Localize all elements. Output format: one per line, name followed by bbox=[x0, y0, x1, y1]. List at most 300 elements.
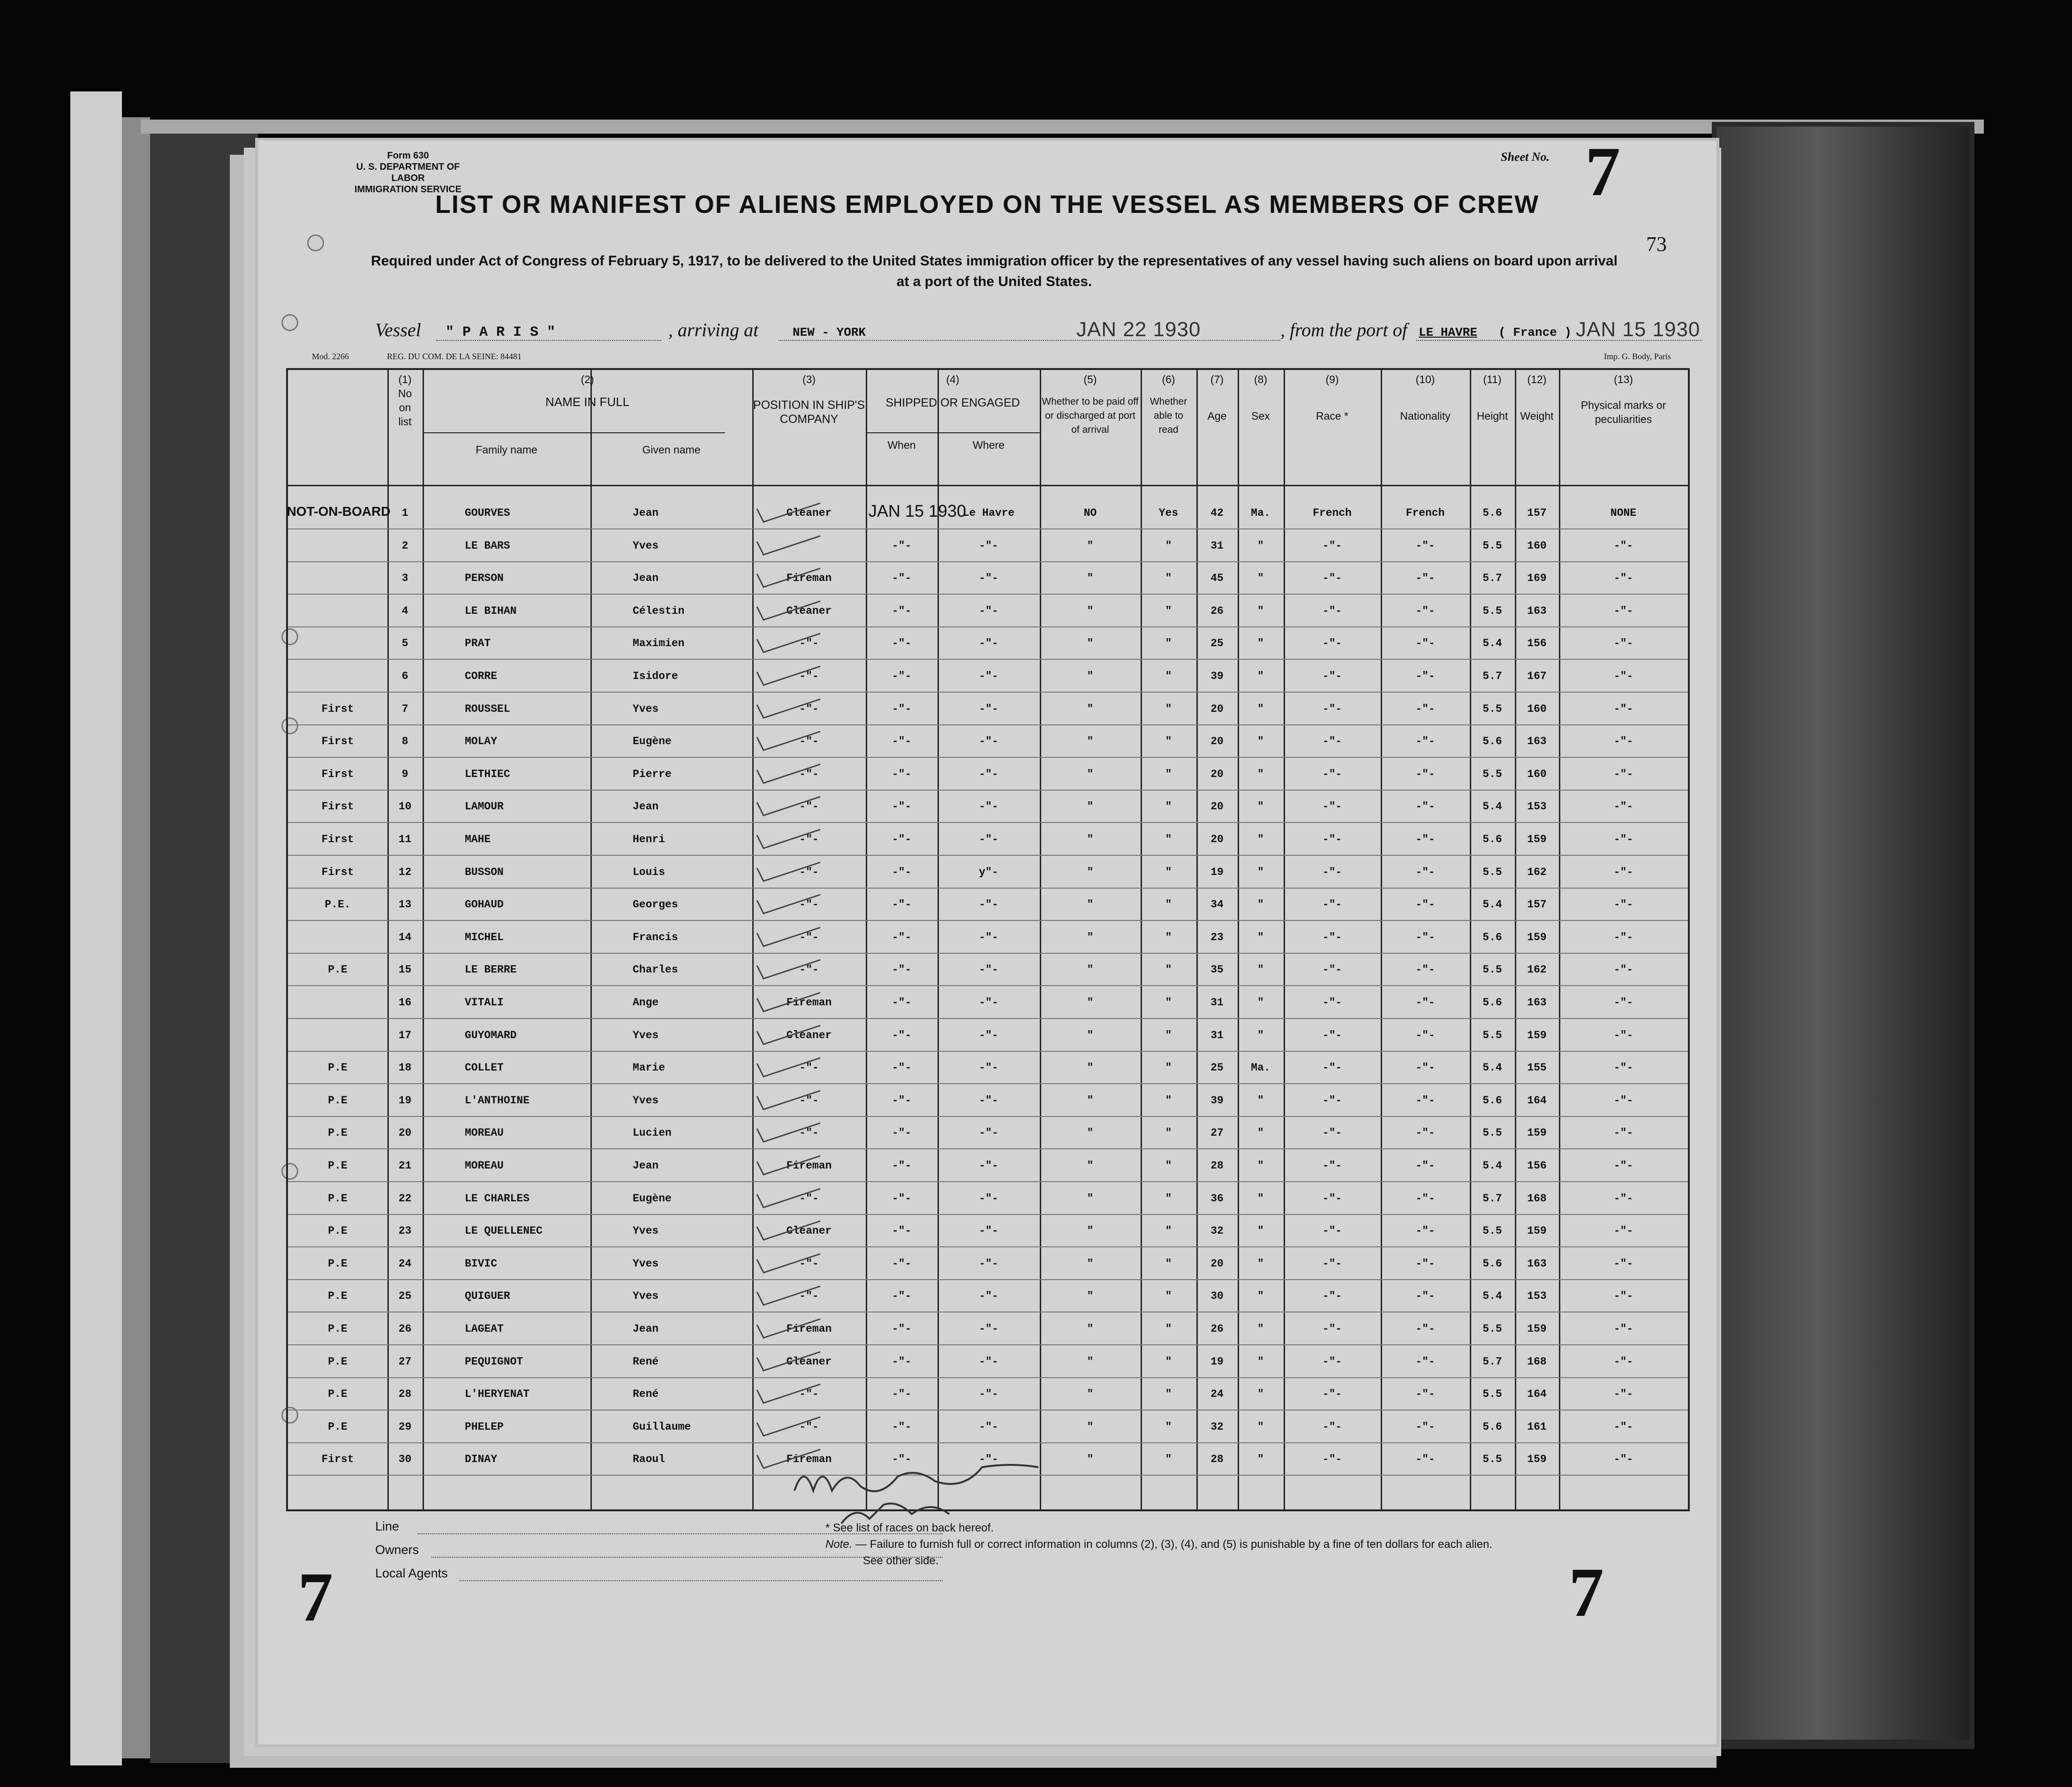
row-given-name: Charles bbox=[633, 964, 678, 976]
row-weight: 159 bbox=[1527, 1127, 1547, 1139]
row-race: -"- bbox=[1322, 964, 1342, 976]
row-given-name: Pierre bbox=[633, 768, 672, 780]
row-age: 36 bbox=[1210, 1192, 1224, 1205]
row-nationality: -"- bbox=[1415, 735, 1435, 748]
row-race: -"- bbox=[1322, 931, 1342, 943]
row-shipped-when: -"- bbox=[892, 1420, 912, 1433]
row-height: 5.4 bbox=[1482, 1290, 1502, 1303]
row-nationality: -"- bbox=[1415, 833, 1435, 845]
row-paid-off: " bbox=[1087, 1029, 1094, 1041]
row-given-name: Yves bbox=[633, 1029, 659, 1041]
row-position: Fireman bbox=[786, 996, 832, 1009]
row-shipped-where: y"- bbox=[979, 866, 998, 878]
row-family-name: GUYOMARD bbox=[465, 1029, 517, 1041]
row-shipped-where: -"- bbox=[979, 1257, 998, 1270]
row-race: -"- bbox=[1322, 1420, 1342, 1433]
departure-date-stamp: JAN 15 1930 bbox=[1576, 318, 1701, 341]
table-row bbox=[288, 921, 1688, 953]
row-nationality: -"- bbox=[1415, 539, 1435, 552]
row-sex: " bbox=[1257, 1192, 1264, 1205]
row-sex: " bbox=[1257, 866, 1264, 878]
row-physical-marks: -"- bbox=[1613, 898, 1633, 911]
row-physical-marks: -"- bbox=[1613, 1420, 1633, 1433]
row-weight: 164 bbox=[1527, 1094, 1547, 1107]
row-shipped-where: -"- bbox=[979, 1323, 998, 1335]
check-mark-icon bbox=[752, 1349, 823, 1372]
agents-fill-line bbox=[460, 1580, 943, 1581]
see-other-side: See other side. bbox=[863, 1554, 939, 1567]
row-able-to-read: " bbox=[1165, 1062, 1172, 1074]
table-row bbox=[288, 1312, 1688, 1345]
col-header-nationality bbox=[1381, 372, 1470, 423]
row-weight: 162 bbox=[1527, 964, 1547, 976]
row-nationality: -"- bbox=[1415, 1127, 1435, 1139]
row-weight: 159 bbox=[1527, 1323, 1547, 1335]
note-text: — Failure to furnish full or correct information in columns (2), (3), (4), and (5) is punishable by a fine of ten dollars for each alien. bbox=[855, 1538, 1492, 1551]
row-able-to-read: " bbox=[1165, 1388, 1172, 1401]
row-number: 14 bbox=[398, 931, 412, 943]
row-note: P.E bbox=[328, 964, 348, 976]
legal-requirement-text: Required under Act of Congress of February 5, 1917, to be delivered to the United States immigration officer by the representatives of any vessel having such aliens on board upon arrival at a port of the United States. bbox=[371, 253, 1618, 289]
row-number: 2 bbox=[401, 539, 408, 552]
row-physical-marks: -"- bbox=[1613, 735, 1633, 748]
row-nationality: -"- bbox=[1415, 931, 1435, 943]
row-family-name: LE BERRE bbox=[465, 964, 517, 976]
row-nationality: -"- bbox=[1415, 1257, 1435, 1270]
row-age: 42 bbox=[1210, 507, 1224, 519]
row-shipped-where: -"- bbox=[979, 1453, 998, 1466]
row-race: -"- bbox=[1322, 768, 1342, 780]
vessel-fill-line bbox=[436, 340, 661, 341]
col-label: No on list bbox=[398, 387, 412, 428]
row-sex: " bbox=[1257, 1029, 1264, 1041]
registry-number: REG. DU COM. DE LA SEINE: 84481 bbox=[387, 352, 522, 361]
row-sex: " bbox=[1257, 1127, 1264, 1139]
form-number: Form 630 bbox=[387, 151, 429, 161]
row-note: P.E. bbox=[325, 898, 351, 911]
row-able-to-read: " bbox=[1165, 931, 1172, 943]
col-num: (9) bbox=[1325, 373, 1339, 385]
row-given-name: Célestin bbox=[633, 604, 685, 617]
check-mark-icon bbox=[752, 1381, 823, 1405]
row-sex: " bbox=[1257, 539, 1264, 552]
row-height: 5.6 bbox=[1482, 1420, 1502, 1433]
col-label: SHIPPED OR ENGAGED bbox=[885, 396, 1020, 409]
row-physical-marks: NONE bbox=[1610, 507, 1637, 519]
row-paid-off: " bbox=[1087, 768, 1094, 780]
row-nationality: -"- bbox=[1415, 1388, 1435, 1401]
col-num: (8) bbox=[1254, 373, 1268, 385]
row-weight: 157 bbox=[1527, 898, 1547, 911]
row-family-name: MOREAU bbox=[465, 1160, 504, 1172]
row-height: 5.5 bbox=[1482, 604, 1502, 617]
row-able-to-read: " bbox=[1165, 1257, 1172, 1270]
row-shipped-when: -"- bbox=[892, 670, 912, 682]
row-family-name: L'HERYENAT bbox=[465, 1388, 530, 1401]
row-nationality: -"- bbox=[1415, 1420, 1435, 1433]
row-shipped-where: -"- bbox=[979, 637, 998, 650]
row-paid-off: " bbox=[1087, 1290, 1094, 1303]
row-able-to-read: " bbox=[1165, 670, 1172, 682]
col-header-name bbox=[423, 372, 752, 409]
row-physical-marks: -"- bbox=[1613, 1127, 1633, 1139]
row-physical-marks: -"- bbox=[1613, 539, 1633, 552]
row-physical-marks: -"- bbox=[1613, 702, 1633, 715]
row-physical-marks: -"- bbox=[1613, 1453, 1633, 1466]
corner-sheet-number-left: 7 bbox=[298, 1558, 333, 1636]
row-age: 20 bbox=[1210, 833, 1224, 845]
row-shipped-where: -"- bbox=[979, 1225, 998, 1237]
check-mark-icon bbox=[752, 566, 823, 589]
check-mark-icon bbox=[752, 1186, 823, 1209]
row-family-name: CORRE bbox=[465, 670, 498, 682]
row-shipped-where: -"- bbox=[979, 1127, 998, 1139]
row-shipped-where: -"- bbox=[979, 572, 998, 585]
row-given-name: Guillaume bbox=[633, 1420, 691, 1433]
row-able-to-read: " bbox=[1165, 1225, 1172, 1237]
row-note: First bbox=[321, 702, 354, 715]
row-weight: 163 bbox=[1527, 1257, 1547, 1270]
row-family-name: MAHE bbox=[465, 833, 491, 845]
check-mark-icon bbox=[752, 827, 823, 850]
row-height: 5.7 bbox=[1482, 572, 1502, 585]
check-mark-icon bbox=[752, 729, 823, 752]
row-paid-off: NO bbox=[1083, 507, 1097, 519]
row-nationality: -"- bbox=[1415, 800, 1435, 813]
row-age: 39 bbox=[1210, 1094, 1224, 1107]
check-mark-icon bbox=[752, 1055, 823, 1078]
col-label: Physical marks or peculiarities bbox=[1580, 399, 1666, 425]
row-number: 8 bbox=[401, 735, 408, 748]
col-header-where: Where bbox=[973, 439, 1005, 451]
row-given-name: Henri bbox=[633, 833, 665, 845]
row-family-name: LAGEAT bbox=[465, 1323, 504, 1335]
row-family-name: PHELEP bbox=[465, 1420, 504, 1433]
row-able-to-read: " bbox=[1165, 800, 1172, 813]
row-able-to-read: " bbox=[1165, 1192, 1172, 1205]
row-height: 5.5 bbox=[1482, 1388, 1502, 1401]
row-note: First bbox=[321, 768, 354, 780]
row-age: 30 bbox=[1210, 1290, 1224, 1303]
row-number: 10 bbox=[398, 800, 412, 813]
row-age: 26 bbox=[1210, 604, 1224, 617]
row-nationality: -"- bbox=[1415, 996, 1435, 1009]
row-height: 5.6 bbox=[1482, 833, 1502, 845]
row-age: 19 bbox=[1210, 866, 1224, 878]
row-race: -"- bbox=[1322, 670, 1342, 682]
row-shipped-where: -"- bbox=[979, 996, 998, 1009]
col-header-family-name: Family name bbox=[476, 444, 537, 456]
table-row bbox=[288, 1214, 1688, 1247]
row-position: Fireman bbox=[786, 572, 832, 585]
service-name: IMMIGRATION SERVICE bbox=[354, 184, 462, 195]
row-family-name: DINAY bbox=[465, 1453, 498, 1466]
row-sex: " bbox=[1257, 996, 1264, 1009]
row-race: -"- bbox=[1322, 1290, 1342, 1303]
row-race: -"- bbox=[1322, 800, 1342, 813]
table-row bbox=[288, 1345, 1688, 1378]
table-row bbox=[288, 1149, 1688, 1182]
row-family-name: ROUSSEL bbox=[465, 702, 510, 715]
row-height: 5.6 bbox=[1482, 735, 1502, 748]
col-header-race bbox=[1284, 372, 1381, 423]
line-label: Line bbox=[375, 1519, 400, 1533]
row-nationality: -"- bbox=[1415, 1094, 1435, 1107]
row-sex: " bbox=[1257, 1257, 1264, 1270]
row-number: 23 bbox=[398, 1225, 412, 1237]
check-mark-icon bbox=[752, 664, 823, 687]
row-weight: 163 bbox=[1527, 604, 1547, 617]
col-header-when: When bbox=[887, 439, 916, 451]
row-height: 5.4 bbox=[1482, 1160, 1502, 1172]
check-mark-icon bbox=[752, 794, 823, 817]
row-physical-marks: -"- bbox=[1613, 1192, 1633, 1205]
row-family-name: VITALI bbox=[465, 996, 504, 1009]
row-paid-off: " bbox=[1087, 996, 1094, 1009]
row-able-to-read: " bbox=[1165, 1420, 1172, 1433]
row-nationality: French bbox=[1406, 507, 1445, 519]
table-row bbox=[288, 595, 1688, 627]
row-age: 20 bbox=[1210, 702, 1224, 715]
arrival-date-stamp: JAN 22 1930 bbox=[1076, 318, 1201, 341]
row-paid-off: " bbox=[1087, 539, 1094, 552]
row-race: -"- bbox=[1322, 1192, 1342, 1205]
row-paid-off: " bbox=[1087, 1225, 1094, 1237]
row-number: 24 bbox=[398, 1257, 412, 1270]
check-mark-icon bbox=[752, 860, 823, 883]
vessel-name: " P A R I S " bbox=[446, 324, 556, 340]
row-position: -"- bbox=[799, 702, 819, 715]
row-given-name: Eugène bbox=[633, 1192, 672, 1205]
row-able-to-read: " bbox=[1165, 1323, 1172, 1335]
row-weight: 153 bbox=[1527, 800, 1547, 813]
row-age: 20 bbox=[1210, 1257, 1224, 1270]
check-mark-icon bbox=[752, 631, 823, 654]
col-label: Whether able to read bbox=[1149, 396, 1187, 435]
row-shipped-where: -"- bbox=[979, 898, 998, 911]
row-shipped-where: -"- bbox=[979, 1029, 998, 1041]
row-weight: 163 bbox=[1527, 735, 1547, 748]
row-weight: 164 bbox=[1527, 1388, 1547, 1401]
row-able-to-read: " bbox=[1165, 898, 1172, 911]
row-weight: 162 bbox=[1527, 866, 1547, 878]
row-age: 26 bbox=[1210, 1323, 1224, 1335]
arrival-port: NEW - YORK bbox=[793, 325, 866, 339]
arriving-label: , arriving at bbox=[668, 319, 759, 340]
row-height: 5.5 bbox=[1482, 1323, 1502, 1335]
row-family-name: LE QUELLENEC bbox=[465, 1225, 543, 1237]
row-number: 16 bbox=[398, 996, 412, 1009]
col-num: (3) bbox=[802, 373, 816, 385]
row-paid-off: " bbox=[1087, 964, 1094, 976]
row-nationality: -"- bbox=[1415, 1225, 1435, 1237]
row-shipped-where: -"- bbox=[979, 1388, 998, 1401]
crew-manifest-table bbox=[286, 368, 1690, 1511]
row-paid-off: " bbox=[1087, 604, 1094, 617]
row-paid-off: " bbox=[1087, 898, 1094, 911]
row-position: -"- bbox=[799, 768, 819, 780]
row-nationality: -"- bbox=[1415, 572, 1435, 585]
row-note: P.E bbox=[328, 1192, 348, 1205]
row-family-name: GOURVES bbox=[465, 507, 510, 519]
row-note: P.E bbox=[328, 1127, 348, 1139]
row-given-name: Maximien bbox=[633, 637, 685, 650]
table-row bbox=[288, 1084, 1688, 1116]
row-position: -"- bbox=[799, 1192, 819, 1205]
row-shipped-when: -"- bbox=[892, 539, 912, 552]
row-height: 5.5 bbox=[1482, 768, 1502, 780]
row-paid-off: " bbox=[1087, 866, 1094, 878]
check-mark-icon bbox=[752, 1218, 823, 1242]
row-position: Cleaner bbox=[786, 507, 832, 519]
row-paid-off: " bbox=[1087, 1127, 1094, 1139]
row-number: 17 bbox=[398, 1029, 412, 1041]
row-height: 5.4 bbox=[1482, 898, 1502, 911]
row-given-name: Jean bbox=[633, 507, 659, 519]
row-weight: 159 bbox=[1527, 1225, 1547, 1237]
row-note: P.E bbox=[328, 1225, 348, 1237]
row-paid-off: " bbox=[1087, 1062, 1094, 1074]
row-race: -"- bbox=[1322, 833, 1342, 845]
row-age: 28 bbox=[1210, 1453, 1224, 1466]
col-num: (7) bbox=[1210, 373, 1224, 385]
row-race: -"- bbox=[1322, 572, 1342, 585]
row-paid-off: " bbox=[1087, 735, 1094, 748]
row-shipped-when: -"- bbox=[892, 898, 912, 911]
row-shipped-when: -"- bbox=[892, 931, 912, 943]
row-shipped-where: -"- bbox=[979, 1355, 998, 1368]
row-family-name: GOHAUD bbox=[465, 898, 504, 911]
row-given-name: Yves bbox=[633, 539, 659, 552]
table-row bbox=[288, 497, 1688, 529]
row-number: 20 bbox=[398, 1127, 412, 1139]
row-number: 30 bbox=[398, 1453, 412, 1466]
table-row bbox=[288, 693, 1688, 725]
row-given-name: Jean bbox=[633, 800, 659, 813]
table-row bbox=[288, 1051, 1688, 1084]
row-number: 6 bbox=[401, 670, 408, 682]
row-paid-off: " bbox=[1087, 670, 1094, 682]
row-family-name: BIVIC bbox=[465, 1257, 498, 1270]
row-height: 5.6 bbox=[1482, 1257, 1502, 1270]
col-num: (10) bbox=[1415, 373, 1435, 385]
row-nationality: -"- bbox=[1415, 1355, 1435, 1368]
row-note: P.E bbox=[328, 1290, 348, 1303]
row-given-name: Lucien bbox=[633, 1127, 672, 1139]
row-position: -"- bbox=[799, 1420, 819, 1433]
row-able-to-read: " bbox=[1165, 604, 1172, 617]
row-shipped-where: -"- bbox=[979, 1062, 998, 1074]
table-row bbox=[288, 790, 1688, 822]
row-shipped-when: -"- bbox=[892, 1160, 912, 1172]
row-height: 5.4 bbox=[1482, 1062, 1502, 1074]
row-nationality: -"- bbox=[1415, 702, 1435, 715]
table-row bbox=[288, 660, 1688, 692]
row-weight: 157 bbox=[1527, 507, 1547, 519]
row-family-name: PRAT bbox=[465, 637, 491, 650]
row-shipped-when: -"- bbox=[892, 866, 912, 878]
row-sex: " bbox=[1257, 1323, 1264, 1335]
row-height: 5.5 bbox=[1482, 702, 1502, 715]
row-given-name: René bbox=[633, 1355, 659, 1368]
row-position: -"- bbox=[799, 1094, 819, 1107]
row-sex: " bbox=[1257, 768, 1264, 780]
check-mark-icon bbox=[752, 925, 823, 948]
row-shipped-when: JAN 15 1930 bbox=[868, 501, 967, 520]
row-shipped-where: -"- bbox=[979, 539, 998, 552]
row-able-to-read: " bbox=[1165, 1127, 1172, 1139]
row-paid-off: " bbox=[1087, 637, 1094, 650]
row-race: -"- bbox=[1322, 702, 1342, 715]
row-nationality: -"- bbox=[1415, 604, 1435, 617]
local-agents-label: Local Agents bbox=[375, 1566, 448, 1580]
table-row bbox=[288, 627, 1688, 659]
table-row bbox=[288, 725, 1688, 757]
row-nationality: -"- bbox=[1415, 1029, 1435, 1041]
col-label: Sex bbox=[1251, 410, 1270, 422]
row-physical-marks: -"- bbox=[1613, 1094, 1633, 1107]
row-number: 11 bbox=[398, 833, 412, 845]
col-label: Race * bbox=[1316, 410, 1349, 422]
row-physical-marks: -"- bbox=[1613, 964, 1633, 976]
table-row bbox=[288, 529, 1688, 562]
row-paid-off: " bbox=[1087, 1453, 1094, 1466]
row-position: -"- bbox=[799, 964, 819, 976]
row-physical-marks: -"- bbox=[1613, 1062, 1633, 1074]
row-able-to-read: Yes bbox=[1158, 507, 1179, 519]
row-able-to-read: " bbox=[1165, 1453, 1172, 1466]
col-header-weight bbox=[1515, 372, 1559, 423]
row-shipped-where: -"- bbox=[979, 931, 998, 943]
col-header-marks bbox=[1559, 372, 1688, 426]
row-number: 1 bbox=[401, 507, 408, 519]
row-race: -"- bbox=[1322, 539, 1342, 552]
row-physical-marks: -"- bbox=[1613, 768, 1633, 780]
row-family-name: BUSSON bbox=[465, 866, 504, 878]
row-sex: " bbox=[1257, 670, 1264, 682]
row-given-name: Yves bbox=[633, 1094, 659, 1107]
row-weight: 156 bbox=[1527, 1160, 1547, 1172]
row-race: -"- bbox=[1322, 1453, 1342, 1466]
from-port-label: , from the port of bbox=[1280, 319, 1407, 340]
row-weight: 167 bbox=[1527, 670, 1547, 682]
row-nationality: -"- bbox=[1415, 768, 1435, 780]
row-family-name: LAMOUR bbox=[465, 800, 504, 813]
row-shipped-when: -"- bbox=[892, 1094, 912, 1107]
row-physical-marks: -"- bbox=[1613, 800, 1633, 813]
row-family-name: LE BIHAN bbox=[465, 604, 517, 617]
row-sex: " bbox=[1257, 1290, 1264, 1303]
row-sex: " bbox=[1257, 1225, 1264, 1237]
row-given-name: Jean bbox=[633, 1323, 659, 1335]
row-number: 7 bbox=[401, 702, 408, 715]
check-mark-icon bbox=[752, 892, 823, 915]
row-age: 32 bbox=[1210, 1420, 1224, 1433]
page-number: 73 bbox=[1646, 233, 1667, 256]
row-paid-off: " bbox=[1087, 1420, 1094, 1433]
row-note: P.E bbox=[328, 1257, 348, 1270]
row-shipped-where: -"- bbox=[979, 1160, 998, 1172]
row-shipped-when: -"- bbox=[892, 1323, 912, 1335]
row-number: 29 bbox=[398, 1420, 412, 1433]
col-header-shipped bbox=[866, 372, 1040, 410]
row-height: 5.5 bbox=[1482, 1029, 1502, 1041]
row-given-name: Ange bbox=[633, 996, 659, 1009]
row-race: -"- bbox=[1322, 1388, 1342, 1401]
row-note: First bbox=[321, 735, 354, 748]
row-number: 19 bbox=[398, 1094, 412, 1107]
row-age: 24 bbox=[1210, 1388, 1224, 1401]
